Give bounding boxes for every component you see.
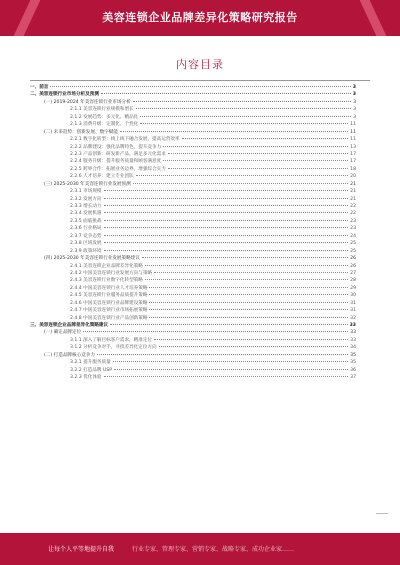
toc-leader-dots	[120, 131, 348, 132]
toc-leader-dots	[97, 354, 348, 355]
toc-leader-dots	[149, 294, 348, 295]
toc-leader-dots	[50, 86, 350, 87]
toc-entry-label: 3.2.2 打造品牌 USP	[70, 367, 113, 373]
toc-entry[interactable]	[30, 248, 356, 255]
toc-entry-page: 21	[350, 181, 356, 187]
toc-entry-page: 17	[350, 151, 356, 157]
toc-entry-page: 32	[350, 315, 356, 321]
toc-entry-label: (四) 2025-2030 年美容连锁行业发展策略建议	[44, 256, 140, 262]
toc-entry-label: (二) 未来趋势：创新发展、数字赋能	[44, 129, 118, 135]
toc-entry-page: 3	[352, 92, 356, 98]
toc-leader-dots	[136, 108, 351, 109]
toc-entry-page: 3	[352, 85, 356, 90]
toc-entry[interactable]	[30, 285, 356, 292]
toc-leader-dots	[104, 235, 349, 236]
toc-entry[interactable]	[30, 188, 356, 195]
toc-entry-page: 30	[350, 293, 356, 299]
toc-leader-dots	[145, 279, 348, 280]
toc-entry-page: 26	[350, 256, 356, 262]
toc-leader-dots	[133, 101, 351, 102]
toc-entry-page: 18	[350, 166, 356, 172]
toc-entry[interactable]	[30, 173, 356, 180]
toc-entry-page: 11	[350, 137, 356, 143]
toc-entry-label: 2.4.8 中国美容连锁行业产品创新策略	[70, 315, 148, 321]
toc-leader-dots	[163, 146, 348, 147]
toc-entry-label: 三、美容连锁企业品牌差异化策略建议	[30, 323, 109, 328]
toc-entry-label: (一) 2019-2024 年美容连锁行业市场分析	[44, 99, 131, 105]
toc-leader-dots	[114, 369, 348, 370]
footer-tagline: 行业专家、管理专家、营销专家、战略专家、成功企业家……	[132, 546, 295, 553]
toc-entry-page: 23	[350, 226, 356, 232]
toc-entry-page: 22	[350, 204, 356, 209]
toc-leader-dots	[149, 317, 348, 318]
toc-entry-label: 2.1.1 美容连锁行业规模和增长	[70, 107, 134, 113]
toc-entry-label: 2.2.3 产品创新：研发新产品，满足多元化需求	[70, 151, 166, 157]
toc-entry-page: 13	[350, 144, 356, 150]
toc-leader-dots	[145, 265, 348, 266]
toc-entry-page: 35	[350, 352, 356, 358]
footer-banner	[0, 533, 400, 565]
toc-entry-label: 2.4.5 美容连锁行业服务品质提升策略	[70, 293, 148, 299]
toc-entry[interactable]	[30, 196, 356, 203]
toc-leader-dots	[104, 242, 349, 243]
toc-entry-page: 27	[350, 270, 356, 276]
toc-entry[interactable]	[30, 337, 356, 344]
toc-entry-page: 33	[350, 337, 356, 343]
toc-entry[interactable]	[30, 210, 356, 217]
footer-slogan: 让每个人平等地提升自我	[48, 546, 115, 553]
toc-entry-page: 37	[350, 375, 356, 381]
toc-leader-dots	[104, 220, 349, 221]
toc-leader-dots	[149, 309, 348, 310]
toc-leader-dots	[168, 168, 348, 169]
toc-entry-page: 33	[350, 330, 356, 336]
header-banner	[0, 0, 400, 36]
toc-entry-page: 21	[350, 189, 356, 195]
toc-leader-dots	[104, 190, 349, 191]
toc-entry-page: 17	[350, 159, 356, 165]
toc-entry-label: 2.3.4 发展机遇	[70, 211, 102, 217]
toc-entry[interactable]	[30, 359, 356, 366]
toc-entry-page: 35	[350, 360, 356, 366]
toc-entry-label: 2.2.6 人才培养：建立专业团队	[70, 174, 134, 180]
toc-entry-label: 2.3.6 行业格局	[70, 226, 102, 232]
toc-entry[interactable]	[30, 91, 356, 98]
toc-entry-label: 2.2.2 品牌建设：强化品牌特色，提升竞争力	[70, 144, 162, 150]
table-of-contents	[30, 84, 356, 382]
toc-entry-label: 2.4.3 美容连锁行业数字化转型策略	[70, 278, 143, 284]
toc-entry-label: 2.4.1 美容连锁企业品牌差异化策略	[70, 263, 143, 269]
toc-entry-page: 24	[350, 233, 356, 239]
toc-entry[interactable]	[30, 99, 356, 106]
toc-entry-page: 29	[350, 285, 356, 291]
toc-entry-label: 2.1.3 消费升级：定制化、个性化	[70, 122, 139, 128]
toc-entry[interactable]	[30, 144, 356, 151]
toc-entry-page: 28	[350, 278, 356, 284]
toc-entry-page: 26	[350, 263, 356, 269]
toc-leader-dots	[101, 93, 351, 94]
toc-leader-dots	[110, 324, 347, 325]
toc-entry[interactable]	[30, 121, 356, 128]
toc-entry-label: (三) 2025-2030 年美容连锁行业发展预测	[44, 181, 131, 187]
toc-leader-dots	[104, 227, 349, 228]
toc-entry[interactable]	[30, 263, 356, 270]
toc-entry[interactable]	[30, 367, 356, 374]
toc-entry[interactable]	[30, 225, 356, 232]
toc-entry-page: 20	[350, 174, 356, 180]
toc-entry-label: 2.3.2 发展方向	[70, 196, 102, 202]
toc-entry[interactable]	[30, 374, 356, 381]
toc-entry-label: 2.2.4 服务升级：提升服务质量和顾客满意度	[70, 159, 162, 165]
toc-leader-dots	[140, 116, 351, 117]
toc-entry[interactable]	[30, 344, 356, 351]
toc-entry-label: 2.4.6 中国美容连锁行业品牌建设策略	[70, 300, 148, 306]
toc-leader-dots	[83, 331, 348, 332]
toc-entry[interactable]	[30, 300, 356, 307]
page-corner-mark	[376, 513, 388, 524]
toc-leader-dots	[159, 346, 348, 347]
toc-entry-page: 25	[350, 241, 356, 247]
toc-entry[interactable]	[30, 315, 356, 322]
toc-leader-dots	[142, 257, 348, 258]
toc-entry-page: 11	[350, 122, 356, 128]
toc-leader-dots	[104, 205, 349, 206]
toc-entry-page: 31	[350, 308, 356, 314]
toc-entry[interactable]	[30, 129, 356, 136]
toc-entry-label: 2.4.4 中国美容连锁行业人才培养策略	[70, 285, 148, 291]
toc-entry-page: 31	[350, 300, 356, 306]
toc-entry[interactable]	[30, 114, 356, 121]
toc-entry-label: 2.2.5 跨界合作：拓展业务边界，增强综合实力	[70, 166, 166, 172]
toc-entry-label: 2.3.8 区域发展	[70, 241, 102, 247]
toc-divider	[30, 80, 370, 81]
toc-entry[interactable]	[30, 329, 356, 336]
toc-heading: 内容目录	[176, 58, 224, 71]
toc-entry-page: 22	[350, 211, 356, 217]
toc-entry-page: 11	[350, 129, 356, 135]
toc-entry-label: 2.4.7 中国美容连锁行业市场拓展策略	[70, 308, 148, 314]
toc-entry-page: 33	[349, 323, 356, 328]
toc-entry-label: 2.3.3 增长动力	[70, 204, 102, 209]
toc-entry[interactable]	[30, 240, 356, 247]
toc-entry-label: 一、前言	[30, 85, 49, 90]
toc-entry[interactable]	[30, 181, 356, 188]
toc-entry-label: 二、美容连锁行业市场分析及预测	[30, 92, 99, 98]
toc-entry-label: (一) 确定品牌定位	[44, 330, 82, 336]
toc-leader-dots	[168, 153, 348, 154]
toc-entry[interactable]	[30, 84, 356, 91]
toc-entry-page: 3	[353, 107, 356, 113]
toc-entry[interactable]	[30, 106, 356, 113]
toc-leader-dots	[182, 138, 349, 139]
toc-entry[interactable]	[30, 158, 356, 165]
toc-entry[interactable]	[30, 322, 356, 329]
toc-entry-label: 2.2.1 数字化转型：线上线下融合发展，提高运营效率	[70, 137, 180, 143]
toc-entry-label: 2.3.1 市场规模	[70, 189, 102, 195]
toc-leader-dots	[104, 198, 349, 199]
toc-entry-page: 21	[350, 196, 356, 202]
toc-entry[interactable]	[30, 166, 356, 173]
toc-leader-dots	[113, 361, 348, 362]
toc-entry-page: 36	[350, 367, 356, 373]
toc-entry-page: 23	[350, 218, 356, 224]
toc-entry-page: 3	[353, 114, 356, 120]
toc-entry[interactable]	[30, 218, 356, 225]
toc-leader-dots	[140, 123, 348, 124]
toc-entry-label: 3.1.2 分析竞争对手，寻找差异化定位方向	[70, 345, 157, 351]
toc-entry[interactable]	[30, 307, 356, 314]
toc-entry-page: 3	[353, 99, 356, 105]
toc-entry[interactable]	[30, 136, 356, 143]
toc-leader-dots	[136, 175, 348, 176]
toc-entry[interactable]	[30, 270, 356, 277]
toc-entry[interactable]	[30, 203, 356, 210]
toc-entry[interactable]	[30, 277, 356, 284]
toc-entry-label: (二) 打造品牌核心竞争力	[44, 352, 95, 358]
toc-entry-label: 2.3.5 面临挑战	[70, 218, 102, 224]
toc-leader-dots	[104, 250, 349, 251]
toc-entry-page: 34	[350, 345, 356, 351]
toc-leader-dots	[149, 287, 348, 288]
toc-entry-label: 3.2.3 优化体验	[70, 375, 102, 381]
document-title: 美容连锁企业品牌差异化策略研究报告	[102, 11, 298, 24]
toc-entry-label: 3.1.1 深入了解目标客户需求，精准定位	[70, 337, 153, 343]
toc-entry[interactable]	[30, 151, 356, 158]
toc-leader-dots	[163, 160, 348, 161]
toc-entry[interactable]	[30, 352, 356, 359]
toc-leader-dots	[154, 272, 348, 273]
toc-entry[interactable]	[30, 255, 356, 262]
toc-entry-label: 3.2.1 提升服务质量	[70, 360, 111, 366]
toc-entry-label: 2.4.2 中国美容连锁行业发展方向与策略	[70, 270, 153, 276]
toc-entry-page: 25	[350, 248, 356, 254]
toc-entry[interactable]	[30, 233, 356, 240]
toc-entry[interactable]	[30, 292, 356, 299]
toc-leader-dots	[104, 376, 349, 377]
toc-entry-label: 2.3.9 政策环境	[70, 248, 102, 254]
toc-entry-label: 2.1.2 发展趋势：多元化、精品化	[70, 114, 139, 120]
toc-leader-dots	[154, 339, 348, 340]
toc-leader-dots	[104, 212, 349, 213]
toc-leader-dots	[133, 183, 348, 184]
toc-leader-dots	[149, 302, 348, 303]
toc-entry-label: 2.3.7 竞争态势	[70, 233, 102, 239]
